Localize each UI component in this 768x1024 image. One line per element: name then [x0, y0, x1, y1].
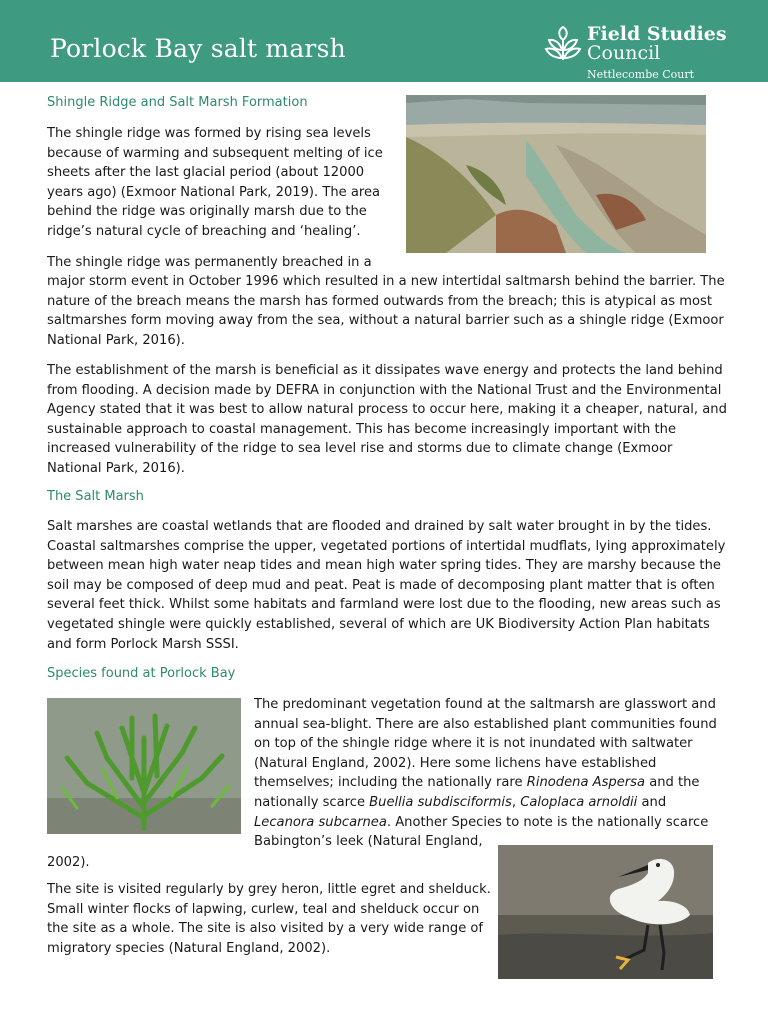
- species-name: Lecanora subcarnea: [254, 814, 387, 830]
- glasswort-photo: [47, 698, 241, 834]
- logo-text-council: Council: [587, 42, 661, 64]
- logo-subtitle: Nettlecombe Court: [587, 68, 695, 81]
- species-name: Buellia subdisciformis: [369, 794, 512, 810]
- section-heading-species: Species found at Porlock Bay: [47, 666, 236, 681]
- species-name: Rinodena Aspersa: [526, 775, 646, 791]
- paragraph-vegetation: The predominant vegetation found at the saltmarsh are glasswort and annual sea-blight. There are also established plant communities found on top of the shingle ridge where it is not inundated with saltwater (Natural England, 2002). Here some lichens have established themselves; including the nationally rare Rinodena Aspersa and the nationally scarce Buellia subdisciformis, Caloplaca arnoldii and Lecanora subcarnea. Another Species to note is the nationally scarce Babington’s leek (Natural England,: [254, 697, 717, 850]
- paragraph-breach-intro: The shingle ridge was permanently breached in a: [47, 255, 372, 270]
- paragraph-vegetation-tail: 2002).: [47, 855, 90, 870]
- section-heading-salt-marsh: The Salt Marsh: [47, 489, 144, 504]
- section-heading-formation: Shingle Ridge and Salt Marsh Formation: [47, 95, 308, 110]
- aerial-breach-photo: [406, 95, 706, 253]
- header-band: [0, 0, 768, 82]
- leaf-logo-icon: [544, 26, 582, 62]
- species-name: Caloplaca arnoldii: [520, 794, 638, 810]
- egret-photo: [498, 845, 713, 979]
- paragraph-salt-marsh: Salt marshes are coastal wetlands that are flooded and drained by salt water brought in by the tides. Coastal saltmarshes comprise the upper, vegetated portions of intertidal mudflats, lying approximately between mean high water neap tides and mean high water spring tides. They are marshy because the soil may be composed of deep mud and peat. Peat is made of decomposing plant matter that is often several feet thick. Whilst some habitats and farmland were lost due to the flooding, new areas such as vegetated shingle were quickly established, several of which are UK Biodiversity Action Plan habitats and form Porlock Marsh SSSI.: [47, 519, 726, 652]
- paragraph-ridge-formation: The shingle ridge was formed by rising sea levels because of warming and subsequent melting of ice sheets after the last glacial period (about 12000 years ago) (Exmoor National Park, 2019). The area behind the ridge was originally marsh due to the ridge’s natural cycle of breaching and ‘healing’.: [47, 126, 383, 239]
- paragraph-birds: The site is visited regularly by grey heron, little egret and shelduck. Small winter flocks of lapwing, curlew, teal and shelduck occur on the site as a whole. The site is also visited by a very wide range of migratory species (Natural England, 2002).: [47, 882, 491, 956]
- paragraph-marsh-benefit: The establishment of the marsh is beneficial as it dissipates wave energy and protects the land behind from flooding. A decision made by DEFRA in conjunction with the National Trust and the Environmental Agency stated that it was best to allow natural process to occur here, making it a cheaper, natural, and sustainable approach to coastal management. This has become increasingly important with the increased vulnerability of the ridge to sea level rise and storms due to climate change (Exmoor National Park, 2016).: [47, 363, 727, 476]
- paragraph-breach: major storm event in October 1996 which resulted in a new intertidal saltmarsh behind the barrier. The nature of the breach means the marsh has formed outwards from the breach; this is atypical as most saltmarshes form moving away from the sea, without a natural barrier such as a shingle ridge (Exmoor National Park, 2016).: [47, 274, 725, 348]
- page-title: Porlock Bay salt marsh: [50, 34, 346, 63]
- logo-text-field-studies: Field Studies: [587, 23, 727, 45]
